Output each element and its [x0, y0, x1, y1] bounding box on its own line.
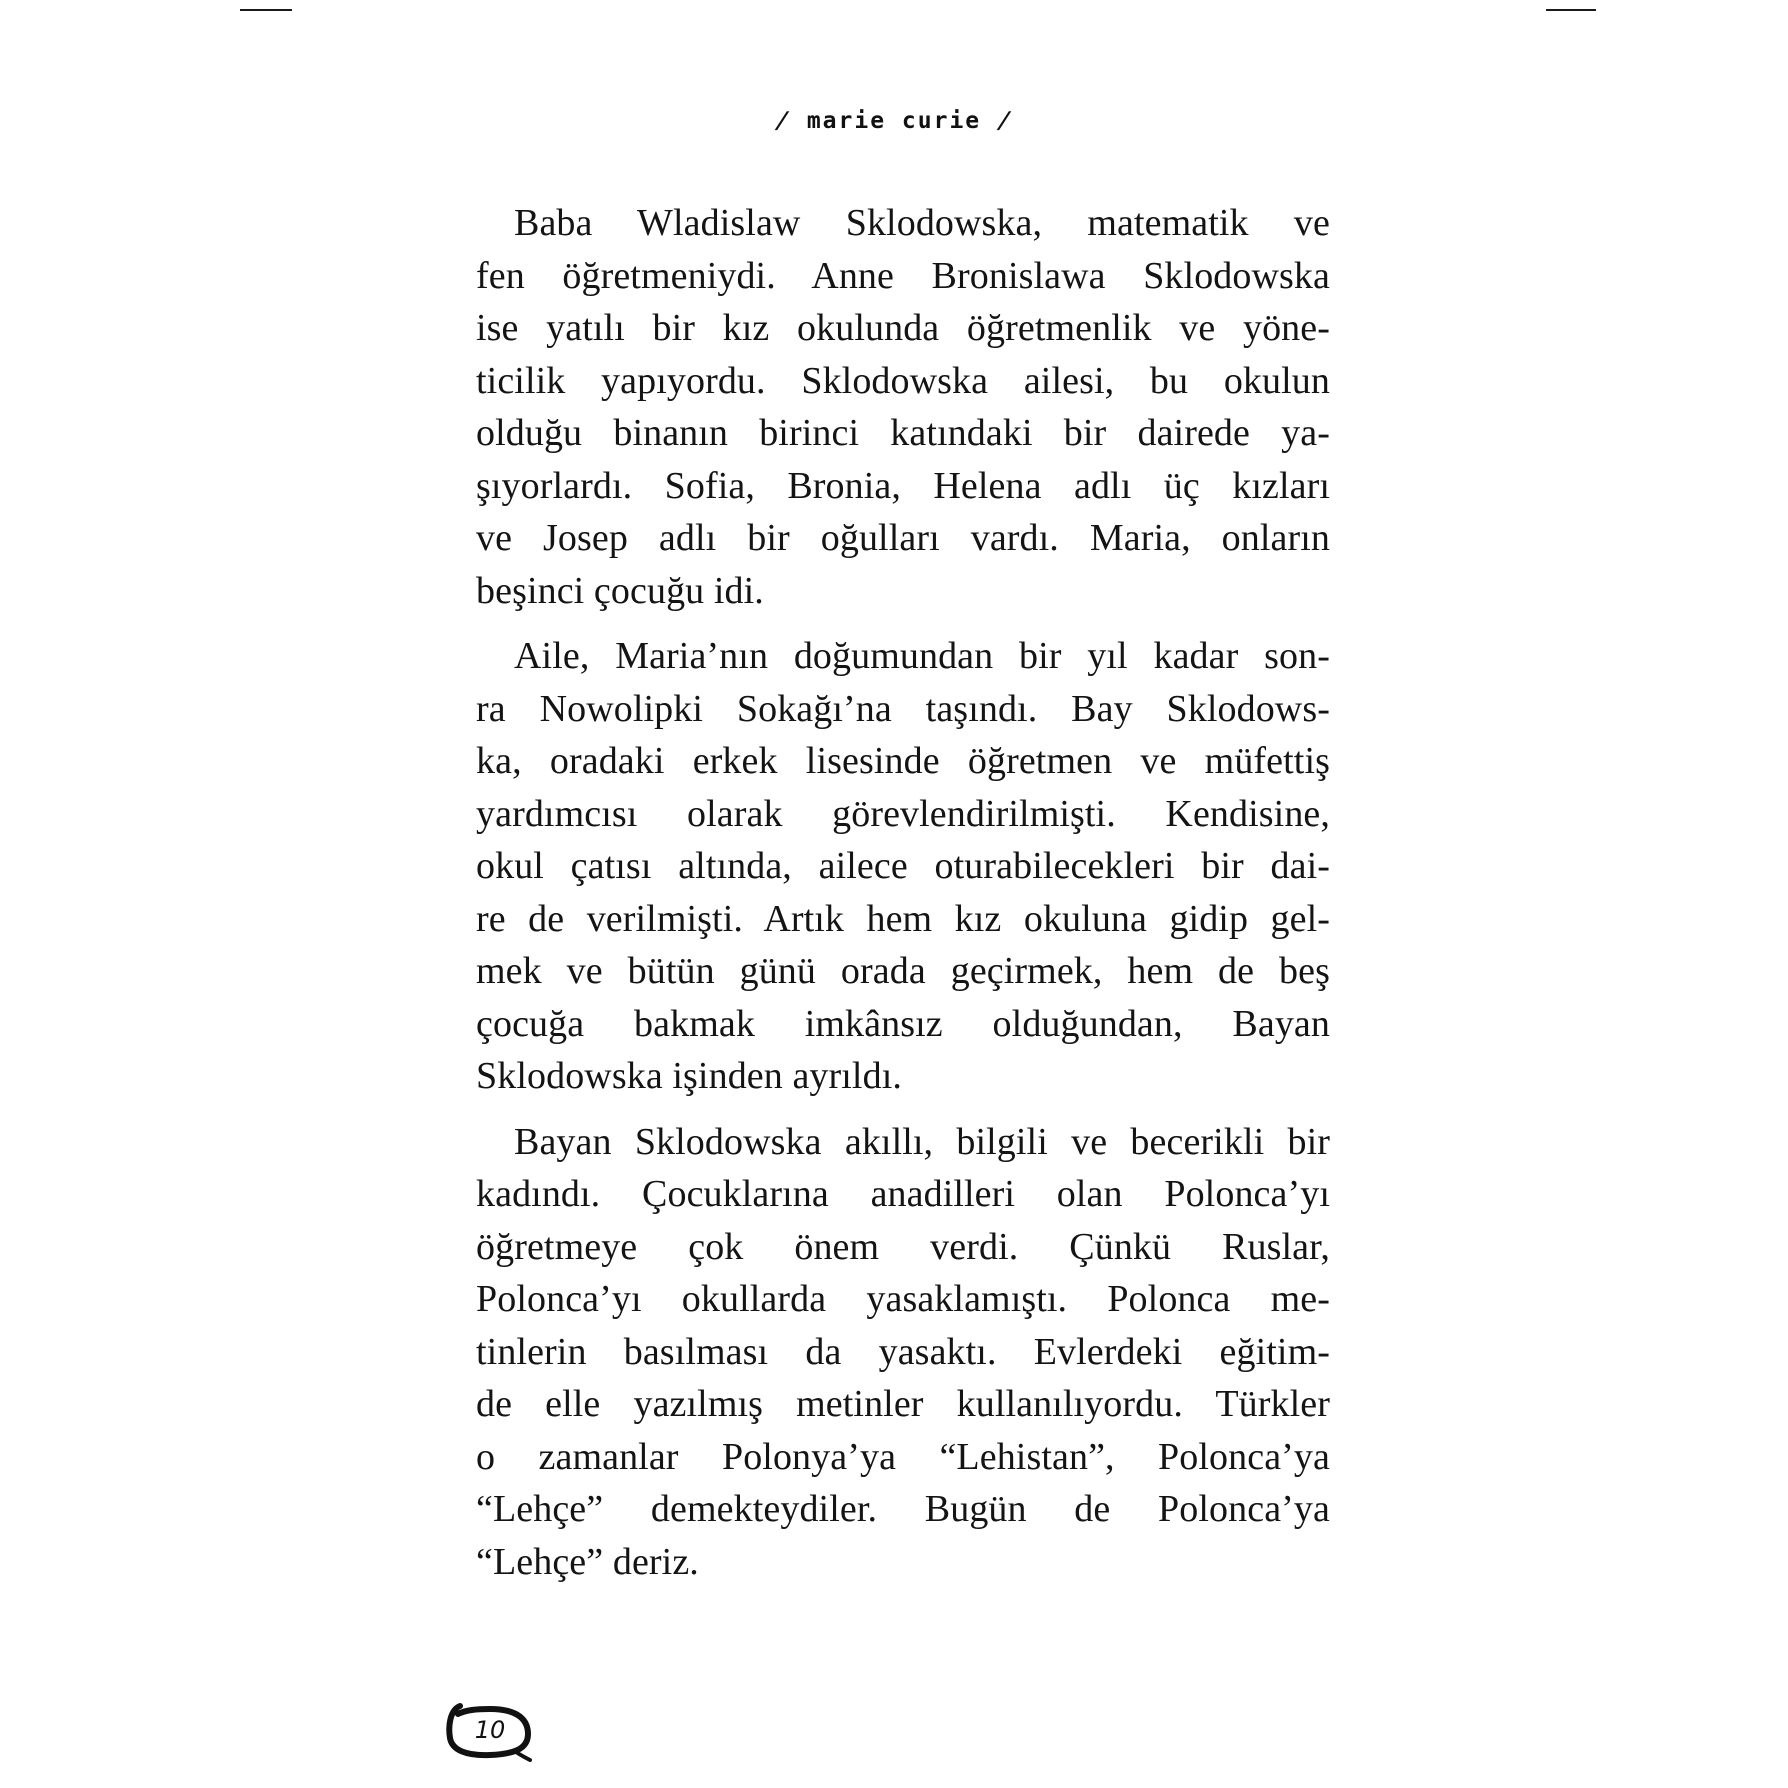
text-line: fen öğretmeniydi. Anne Bronislawa Sklodowska [476, 254, 1330, 297]
text-line: olduğu binanın birinci katındaki bir dairede ya- [476, 412, 1330, 454]
text-line: çocuğa bakmak imkânsız olduğundan, Bayan [476, 1002, 1330, 1045]
text-line: mek ve bütün günü orada geçirmek, hem de beş [476, 950, 1330, 992]
paragraph [476, 630, 1330, 1103]
text-line: öğretmeye çok önem verdi. Çünkü Ruslar, [476, 1225, 1330, 1268]
text-line: de elle yazılmış metinler kullanılıyordu. Türkler [476, 1383, 1330, 1425]
text-line: “Lehçe” demekteydiler. Bugün de Polonca’ya [476, 1488, 1330, 1530]
text-line: yardımcısı olarak görevlendirilmişti. Kendisine, [476, 792, 1330, 835]
text-line: Aile, Maria’nın doğumundan bir yıl kadar son- [514, 635, 1330, 677]
text-line: şıyorlardı. Sofia, Bronia, Helena adlı üç kızları [476, 464, 1330, 507]
text-line: re de verilmişti. Artık hem kız okuluna gidip gel- [476, 897, 1330, 940]
header-slash-right: / [994, 108, 1016, 134]
paragraph [476, 197, 1330, 617]
text-line: ticilik yapıyordu. Sklodowska ailesi, bu okulun [476, 359, 1330, 402]
text-line: “Lehçe” deriz. [476, 1540, 699, 1583]
text-line: Bayan Sklodowska akıllı, bilgili ve becerikli bir [514, 1120, 1330, 1163]
page-number-label: 10 [474, 1716, 506, 1744]
running-header [0, 108, 1788, 134]
text-line: ra Nowolipki Sokağı’na taşındı. Bay Sklodows- [476, 687, 1330, 730]
text-line: o zamanlar Polonya’ya “Lehistan”, Polonca’ya [476, 1435, 1330, 1478]
text-line: ka, oradaki erkek lisesinde öğretmen ve müfettiş [476, 740, 1330, 782]
text-line: Polonca’yı okullarda yasaklamıştı. Polonca me- [476, 1278, 1330, 1320]
paragraph [476, 1116, 1330, 1589]
crop-mark-top-right [1546, 9, 1596, 11]
text-line: ve Josep adlı bir oğulları vardı. Maria, onların [476, 517, 1330, 559]
text-line: tinlerin basılması da yasaktı. Evlerdeki eğitim- [476, 1330, 1330, 1373]
header-slash-left: / [772, 108, 794, 134]
text-line: Sklodowska işinden ayrıldı. [476, 1055, 902, 1097]
text-line: Baba Wladislaw Sklodowska, matematik ve [514, 202, 1330, 244]
text-line: okul çatısı altında, ailece oturabilecekleri bir dai- [476, 845, 1330, 887]
text-line: ise yatılı bir kız okulunda öğretmenlik ve yöne- [476, 307, 1330, 349]
page-number [446, 1700, 534, 1758]
text-line: kadındı. Çocuklarına anadilleri olan Polonca’yı [476, 1173, 1330, 1215]
body-text [476, 197, 1330, 1588]
crop-mark-top-left [240, 9, 292, 11]
text-line: beşinci çocuğu idi. [476, 569, 764, 612]
running-header-title: marie curie [806, 108, 982, 134]
